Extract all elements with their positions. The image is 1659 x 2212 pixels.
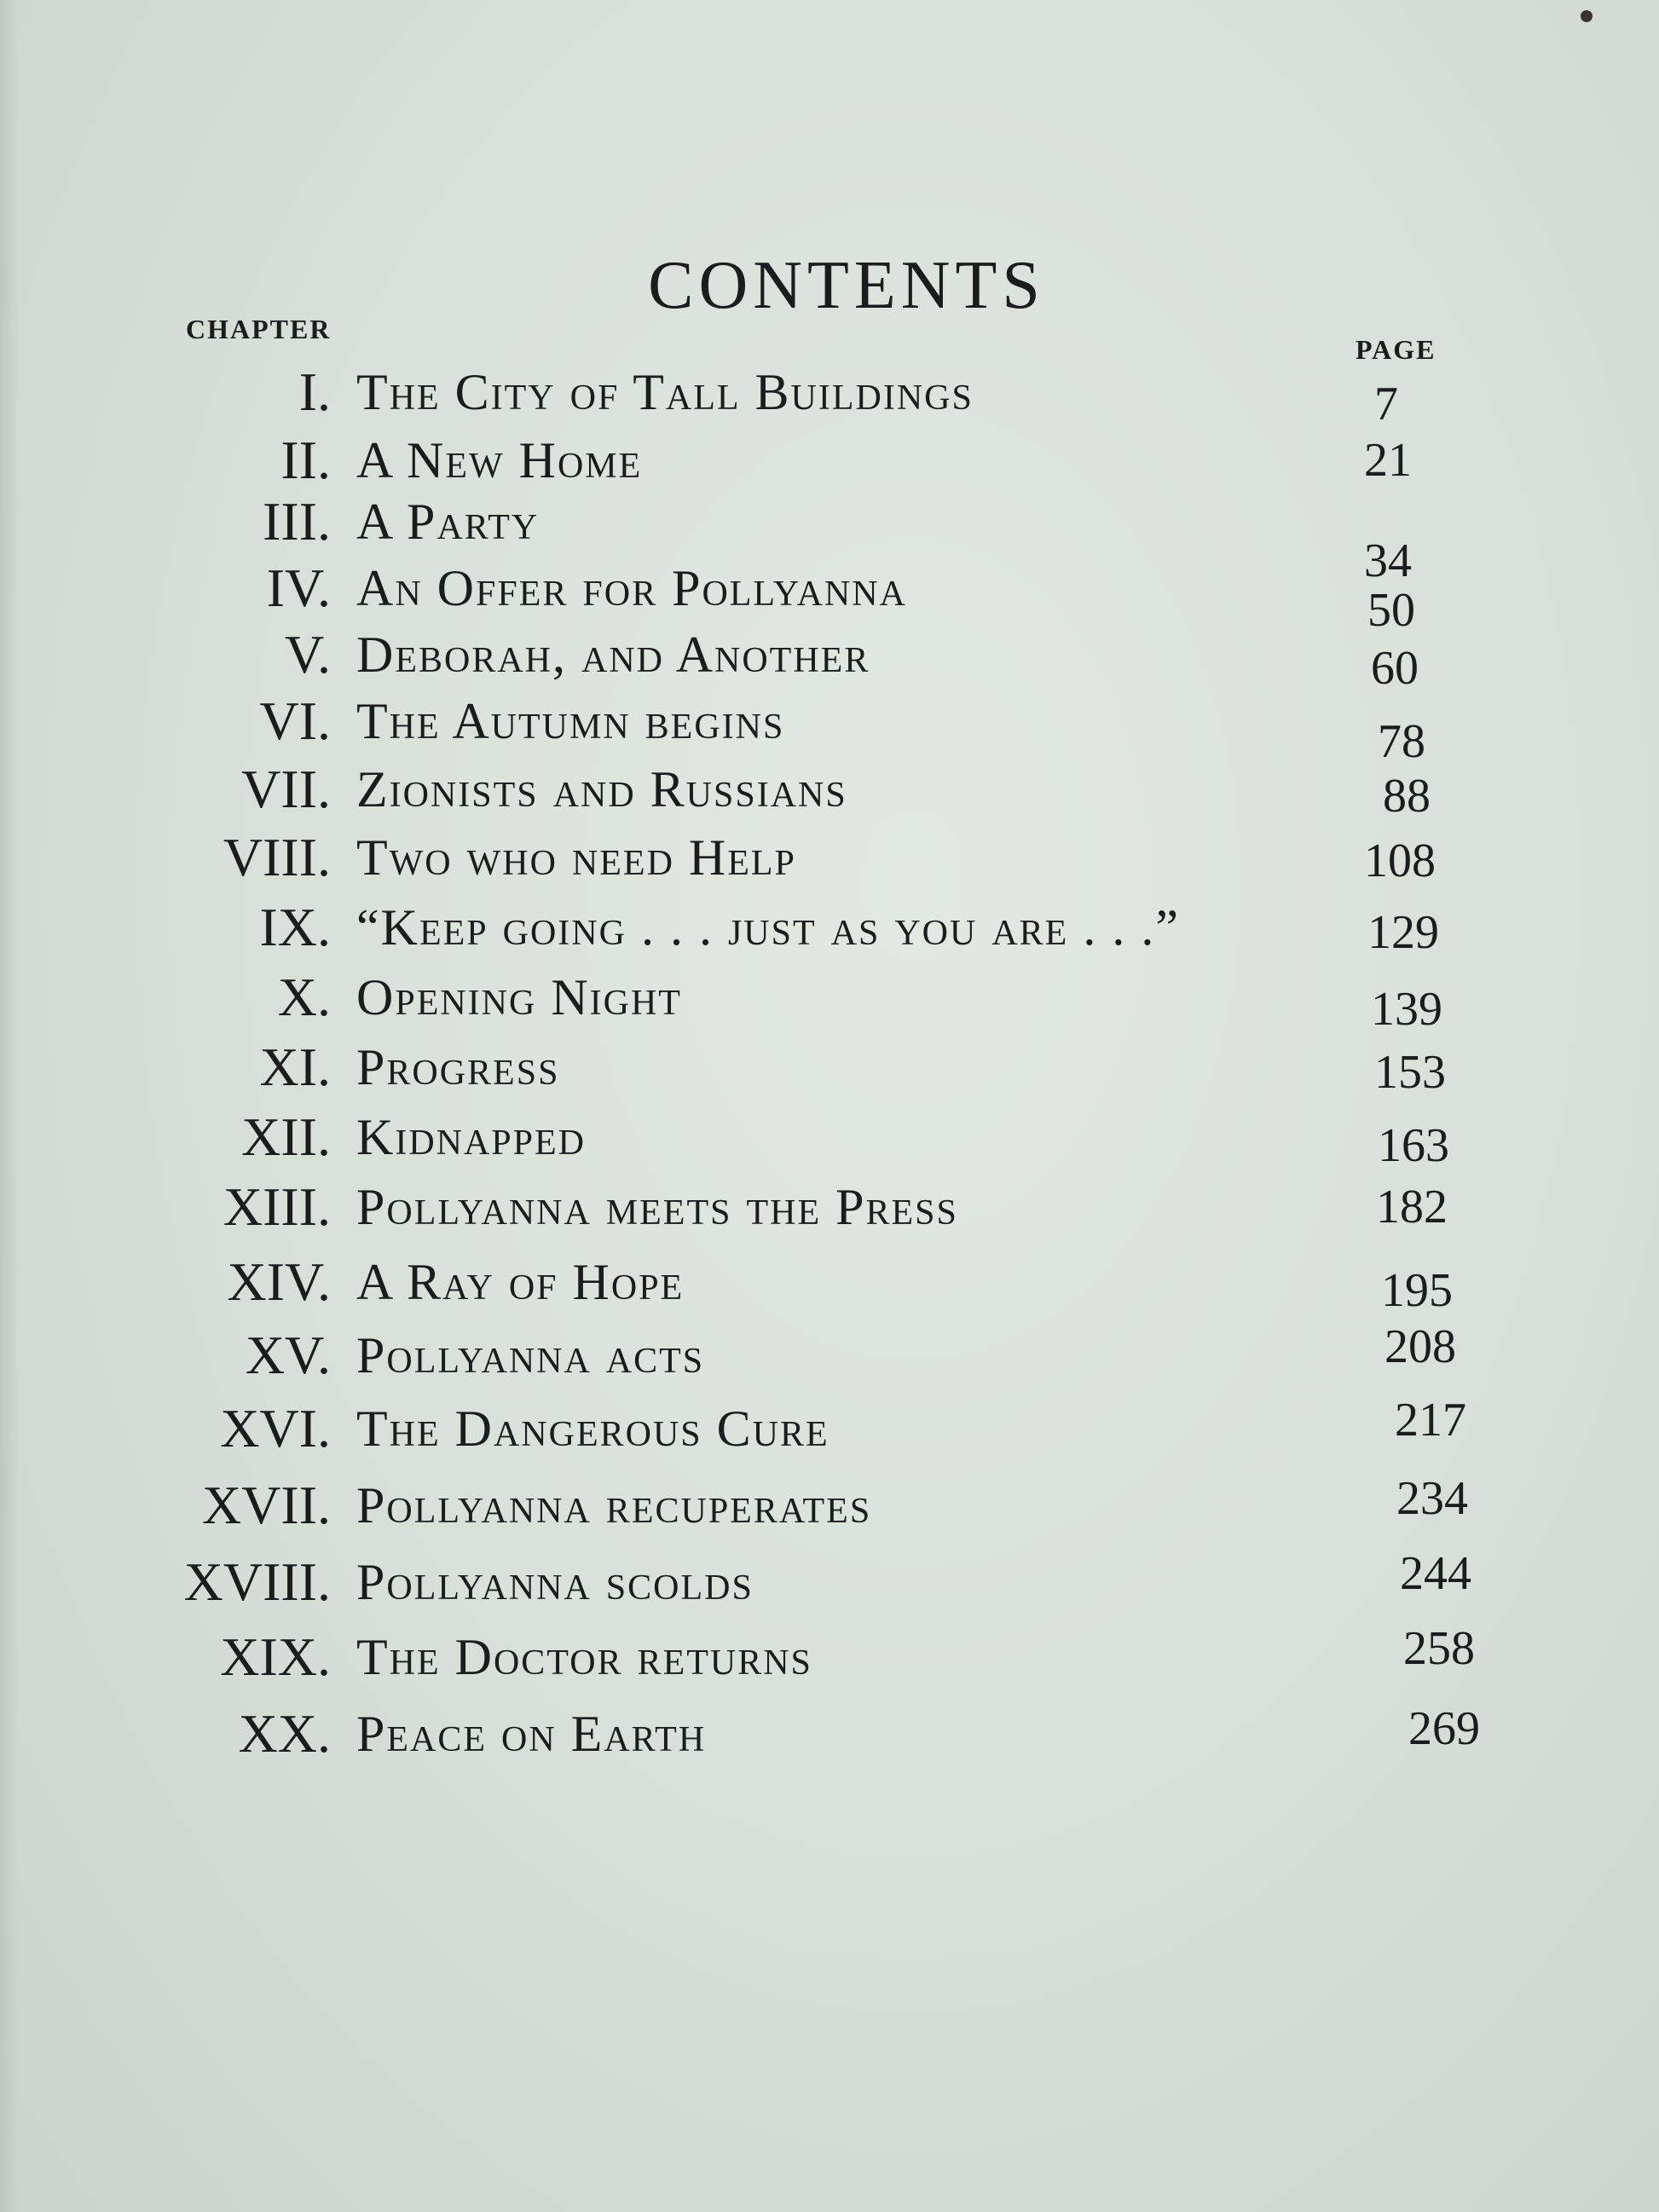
chapter-page: 258 bbox=[1403, 1622, 1475, 1675]
chapter-title: “Keep going . . . just as you are . . .” bbox=[356, 899, 1180, 956]
chapter-page: 244 bbox=[1400, 1547, 1471, 1600]
toc-entry-9 bbox=[0, 893, 1659, 962]
chapter-page: 108 bbox=[1364, 835, 1436, 887]
chapter-title: A Ray of Hope bbox=[356, 1254, 685, 1310]
chapter-title: Deborah, and Another bbox=[356, 627, 870, 683]
chapter-numeral: II. bbox=[280, 430, 331, 490]
chapter-title: An Offer for Pollyanna bbox=[356, 560, 907, 616]
chapter-title: Peace on Earth bbox=[356, 1706, 707, 1762]
toc-entry-12 bbox=[0, 1103, 1659, 1171]
chapter-numeral: VI. bbox=[259, 690, 331, 751]
toc-entry-3 bbox=[0, 488, 1659, 587]
toc-entry-16 bbox=[0, 1395, 1659, 1463]
chapter-numeral: XVI. bbox=[220, 1398, 331, 1458]
chapter-title: Pollyanna meets the Press bbox=[356, 1179, 958, 1235]
chapter-numeral: V. bbox=[285, 624, 331, 684]
chapter-page: 129 bbox=[1367, 906, 1439, 959]
chapter-numeral: XIX. bbox=[220, 1626, 331, 1687]
toc-entry-20 bbox=[0, 1700, 1659, 1768]
chapter-title: The City of Tall Buildings bbox=[356, 364, 974, 420]
chapter-title: Pollyanna acts bbox=[356, 1327, 705, 1383]
chapter-numeral: XX. bbox=[238, 1703, 331, 1764]
chapter-page: 21 bbox=[1364, 434, 1412, 487]
chapter-column-header: CHAPTER bbox=[186, 314, 332, 344]
chapter-title: The Dangerous Cure bbox=[356, 1401, 830, 1457]
chapter-title: The Autumn begins bbox=[356, 693, 785, 749]
chapter-numeral: III. bbox=[263, 491, 331, 552]
chapter-numeral: XVII. bbox=[201, 1475, 331, 1535]
chapter-numeral: IV. bbox=[266, 557, 331, 618]
chapter-page: 217 bbox=[1395, 1394, 1466, 1447]
toc-entry-5 bbox=[0, 621, 1659, 695]
chapter-page: 269 bbox=[1408, 1702, 1480, 1755]
chapter-title: Progress bbox=[356, 1039, 560, 1095]
chapter-numeral: XI. bbox=[259, 1037, 331, 1097]
chapter-page: 60 bbox=[1371, 642, 1419, 695]
chapter-page: 182 bbox=[1376, 1181, 1448, 1233]
chapter-numeral: I. bbox=[298, 361, 331, 422]
chapter-numeral: VIII. bbox=[223, 827, 331, 887]
toc-entry-6 bbox=[0, 687, 1659, 768]
toc-entry-14 bbox=[0, 1248, 1659, 1316]
chapter-title: Zionists and Russians bbox=[356, 761, 847, 817]
chapter-numeral: XII. bbox=[241, 1106, 331, 1167]
toc-entry-2 bbox=[0, 426, 1659, 494]
page-title: CONTENTS bbox=[648, 248, 1045, 323]
chapter-page: 195 bbox=[1381, 1264, 1453, 1317]
chapter-page: 7 bbox=[1374, 378, 1398, 430]
chapter-title: Two who need Help bbox=[356, 829, 796, 886]
chapter-title: Kidnapped bbox=[356, 1109, 587, 1165]
toc-entry-19 bbox=[0, 1623, 1659, 1691]
toc-entry-4 bbox=[0, 554, 1659, 637]
toc-entry-15 bbox=[0, 1321, 1659, 1389]
chapter-numeral: X. bbox=[277, 967, 331, 1027]
chapter-title: A Party bbox=[356, 494, 540, 550]
chapter-page: 78 bbox=[1378, 715, 1425, 768]
chapter-numeral: XIV. bbox=[227, 1251, 331, 1312]
chapter-numeral: XIII. bbox=[223, 1176, 331, 1237]
toc-entry-7 bbox=[0, 755, 1659, 823]
toc-entry-10 bbox=[0, 963, 1659, 1036]
page-column-header: PAGE bbox=[1356, 334, 1436, 365]
chapter-page: 208 bbox=[1384, 1320, 1456, 1373]
toc-entry-11 bbox=[0, 1033, 1659, 1101]
chapter-numeral: IX. bbox=[259, 897, 331, 957]
toc-entry-8 bbox=[0, 823, 1659, 892]
toc-entry-13 bbox=[0, 1173, 1659, 1241]
chapter-page: 163 bbox=[1378, 1119, 1449, 1172]
chapter-title: Pollyanna scolds bbox=[356, 1554, 754, 1610]
chapter-title: A New Home bbox=[356, 432, 643, 488]
chapter-page: 34 bbox=[1364, 534, 1412, 587]
chapter-numeral: VII. bbox=[241, 759, 331, 819]
chapter-numeral: XVIII. bbox=[183, 1551, 331, 1612]
chapter-title: Opening Night bbox=[356, 969, 682, 1025]
chapter-title: Pollyanna recuperates bbox=[356, 1477, 872, 1533]
chapter-title: The Doctor returns bbox=[356, 1629, 812, 1685]
chapter-page: 139 bbox=[1371, 983, 1442, 1036]
chapter-page: 50 bbox=[1367, 584, 1415, 637]
toc-entry-18 bbox=[0, 1548, 1659, 1616]
chapter-page: 153 bbox=[1374, 1046, 1446, 1099]
toc-entry-1 bbox=[0, 358, 1659, 430]
chapter-numeral: XV. bbox=[245, 1325, 331, 1385]
toc-entry-17 bbox=[0, 1471, 1659, 1539]
chapter-page: 234 bbox=[1396, 1472, 1468, 1525]
chapter-page: 88 bbox=[1383, 770, 1431, 823]
